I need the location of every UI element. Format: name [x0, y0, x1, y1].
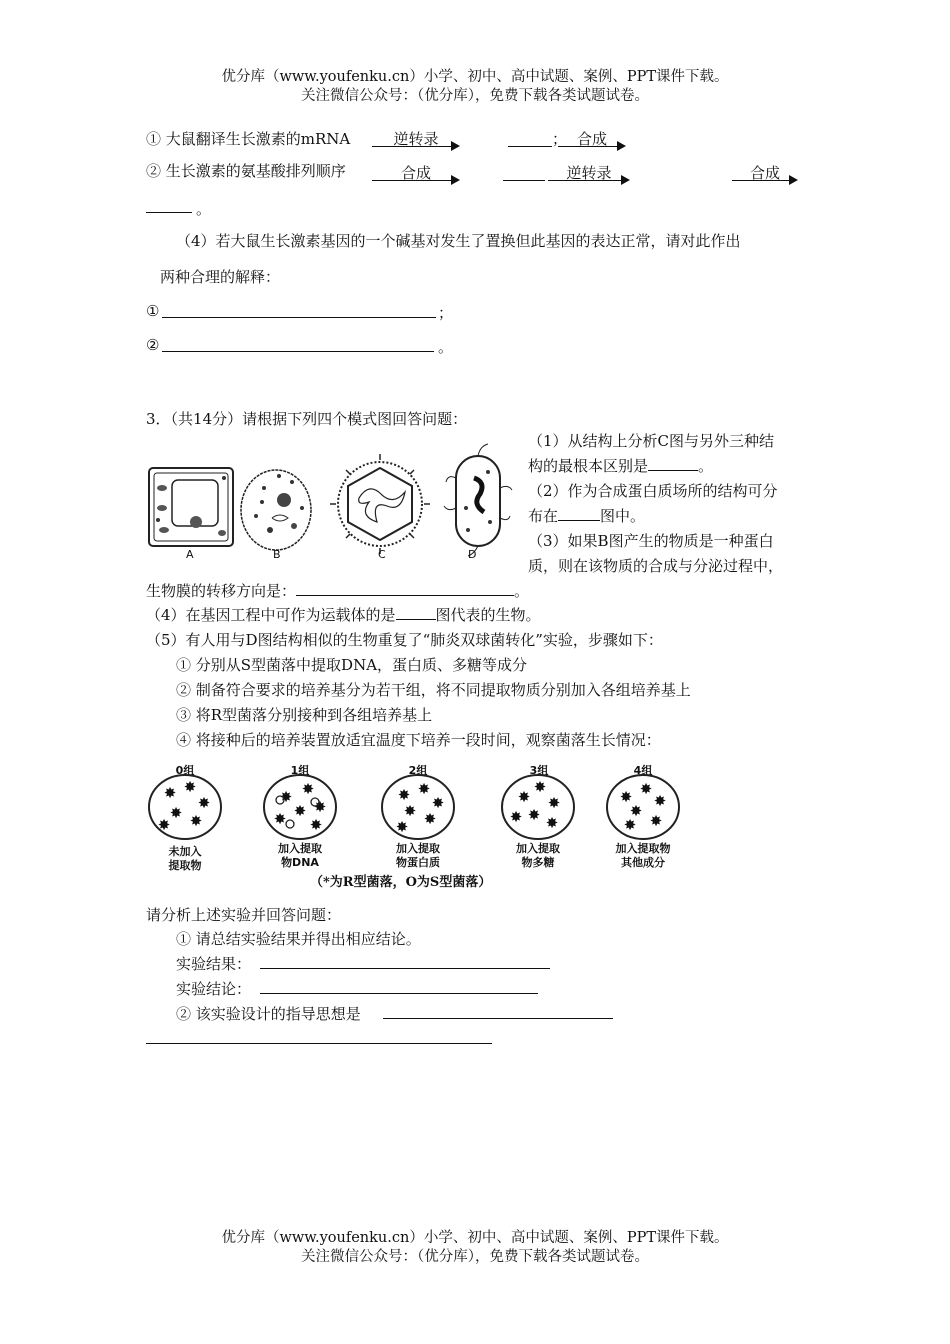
q3-analyze: 请分析上述实验并回答问题： [146, 906, 342, 924]
q2-part4: （4）若大鼠生长激素基因的一个碱基对发生了置换但此基因的表达正常，请对此作出 [176, 232, 741, 250]
svg-text:✸: ✸ [653, 792, 667, 810]
path2-period: 。 [196, 200, 212, 218]
cell-d-bacterium [444, 444, 512, 556]
header-line-1: 优分库（www.youfenku.cn）小学、初中、高中试题、案例、PPT课件下载。 [221, 69, 729, 85]
svg-text:✸: ✸ [623, 816, 637, 834]
path1-arrow-2-label: 合成 [576, 130, 607, 148]
svg-text:✸: ✸ [431, 794, 445, 812]
q3-p3a: （3）如果B图产生的物质是一种蛋白 [528, 532, 774, 550]
idea-blank[interactable] [383, 1018, 613, 1019]
svg-text:✸: ✸ [183, 778, 197, 796]
svg-text:✸: ✸ [293, 802, 307, 820]
path1-arrow-1-label: 逆转录 [393, 130, 439, 148]
q3-p2a: （2）作为合成蛋白质场所的结构可分 [528, 482, 778, 500]
dish-4-group: 4组 [633, 764, 653, 777]
svg-text:✸: ✸ [527, 806, 541, 824]
dish-0-cap2: 提取物 [168, 859, 202, 872]
svg-text:✸: ✸ [395, 818, 409, 836]
q3-step-3: ③ 将R型菌落分别接种到各组培养基上 [176, 706, 433, 724]
q3-p1a: （1）从结构上分析C图与另外三种结 [528, 432, 775, 450]
q3-p1b: 构的最根本区别是 [528, 457, 649, 475]
conclusion-blank[interactable] [260, 993, 538, 994]
dish-1-cap1: 加入提取 [278, 842, 322, 855]
q3-sub2: ② 该实验设计的指导思想是 [176, 1005, 361, 1023]
svg-text:✸: ✸ [417, 780, 431, 798]
cell-b-animal [241, 470, 311, 550]
footer-line-1: 优分库（www.youfenku.cn）小学、初中、高中试题、案例、PPT课件下载。 [221, 1230, 729, 1246]
cell-label-a: A [186, 548, 194, 561]
dish-2-cap1: 加入提取 [396, 842, 440, 855]
q3-step-4: ④ 将接种后的培养装置放适宜温度下培养一段时间，观察菌落生长情况： [176, 731, 661, 749]
answer2-prefix: ② [146, 336, 160, 354]
dish-0-cap1: 未加入 [168, 845, 202, 858]
result-blank[interactable] [260, 968, 550, 969]
svg-text:✸: ✸ [423, 810, 437, 828]
dish-1-group: 1组 [290, 764, 310, 777]
q3-sub1: ① 请总结实验结果并得出相应结论。 [176, 930, 421, 948]
svg-text:✸: ✸ [629, 802, 643, 820]
q3-p1b-end: 。 [698, 457, 714, 475]
dish-4-cap1: 加入提取物 [615, 842, 671, 855]
path2-arrow-3 [732, 164, 798, 184]
q3-p2-blank[interactable] [558, 506, 600, 521]
path2-blank-end [146, 212, 192, 213]
dish-2-group: 2组 [408, 764, 428, 777]
path2-start: ② 生长激素的氨基酸排列顺序 [146, 162, 346, 180]
path2-arrow-2-label: 逆转录 [566, 164, 612, 182]
dish-2-cap2: 物蛋白质 [396, 856, 440, 869]
svg-text:✸: ✸ [649, 812, 663, 830]
result-label: 实验结果： [176, 955, 252, 973]
q3-p3c-end: 。 [514, 582, 530, 600]
path2-blank-1 [503, 180, 545, 181]
svg-text:✸: ✸ [397, 786, 411, 804]
q3-title: 3．（共14分）请根据下列四个模式图回答问题： [146, 410, 468, 428]
cell-diagrams [144, 438, 524, 564]
cell-c-virus [330, 454, 430, 554]
svg-text:✸: ✸ [313, 798, 327, 816]
petri-dishes [140, 772, 700, 842]
svg-text:✸: ✸ [197, 794, 211, 812]
answer1-blank[interactable] [162, 317, 436, 318]
answer2-blank[interactable] [162, 351, 434, 352]
svg-text:✸: ✸ [273, 810, 287, 828]
q3-step-1: ① 分别从S型菌落中提取DNA，蛋白质、多糖等成分 [176, 656, 528, 674]
q3-step-2: ② 制备符合要求的培养基分为若干组，将不同提取物质分别加入各组培养基上 [176, 681, 691, 699]
answer1-prefix: ① [146, 302, 160, 320]
svg-text:✸: ✸ [619, 788, 633, 806]
answer1-suffix: ； [438, 304, 454, 322]
svg-text:✸: ✸ [547, 794, 561, 812]
path2-arrow-1 [372, 164, 460, 184]
q3-p4-pre: （4）在基因工程中可作为运载体的是 [146, 606, 396, 624]
svg-text:✸: ✸ [509, 808, 523, 826]
svg-text:✸: ✸ [163, 784, 177, 802]
answer2-suffix: 。 [438, 338, 454, 356]
svg-text:✸: ✸ [545, 814, 559, 832]
path1-start: ① 大鼠翻译生长激素的mRNA [146, 130, 351, 148]
q3-p3-blank[interactable] [296, 581, 514, 596]
svg-text:✸: ✸ [169, 804, 183, 822]
q3-p1-blank[interactable] [648, 456, 698, 471]
path1-arrow-1 [372, 130, 460, 150]
q3-p2b-post: 图中。 [600, 507, 646, 525]
q3-p5: （5）有人用与D图结构相似的生物重复了“肺炎双球菌转化”实验，步骤如下： [146, 631, 663, 649]
dish-3-cap2: 物多糖 [521, 856, 555, 869]
cell-a-plant [149, 468, 233, 546]
q3-p3c: 生物膜的转移方向是： [146, 582, 297, 600]
q3-p4-blank[interactable] [396, 605, 436, 620]
dish-3-group: 3组 [529, 764, 549, 777]
conclusion-label: 实验结论： [176, 980, 252, 998]
dish-4-cap2: 其他成分 [621, 856, 665, 869]
dish-0-group: 0组 [175, 764, 195, 777]
q3-p2b-pre: 布在 [528, 507, 559, 525]
path2-arrow-1-label: 合成 [400, 164, 431, 182]
cell-label-c: C [378, 548, 386, 561]
svg-text:✸: ✸ [301, 780, 315, 798]
cell-label-b: B [273, 548, 281, 561]
path1-arrow-2 [558, 130, 626, 150]
path1-sep: ； [552, 130, 568, 148]
cell-label-d: D [468, 548, 477, 561]
svg-text:✸: ✸ [533, 778, 547, 796]
path1-blank [508, 146, 552, 147]
svg-text:✸: ✸ [639, 780, 653, 798]
dish-legend: （*为R型菌落，O为S型菌落） [310, 875, 492, 890]
dish-1-cap2: 物DNA [281, 856, 319, 869]
q3-p4-post: 图代表的生物。 [435, 606, 541, 624]
idea-blank-2[interactable] [146, 1043, 492, 1044]
header-line-2: 关注微信公众号：（优分库），免费下载各类试题试卷。 [301, 88, 649, 104]
svg-text:✸: ✸ [157, 816, 171, 834]
svg-text:✸: ✸ [403, 802, 417, 820]
svg-text:✸: ✸ [279, 788, 293, 806]
q2-part4-cont: 两种合理的解释： [160, 268, 281, 286]
path2-arrow-2 [548, 164, 630, 184]
svg-text:✸: ✸ [309, 816, 323, 834]
svg-text:✸: ✸ [517, 788, 531, 806]
dish-3-cap1: 加入提取 [516, 842, 560, 855]
svg-text:✸: ✸ [189, 812, 203, 830]
q3-p3b: 质，则在该物质的合成与分泌过程中， [528, 557, 784, 575]
path2-arrow-3-label: 合成 [749, 164, 780, 182]
footer-line-2: 关注微信公众号：（优分库），免费下载各类试题试卷。 [301, 1249, 649, 1265]
